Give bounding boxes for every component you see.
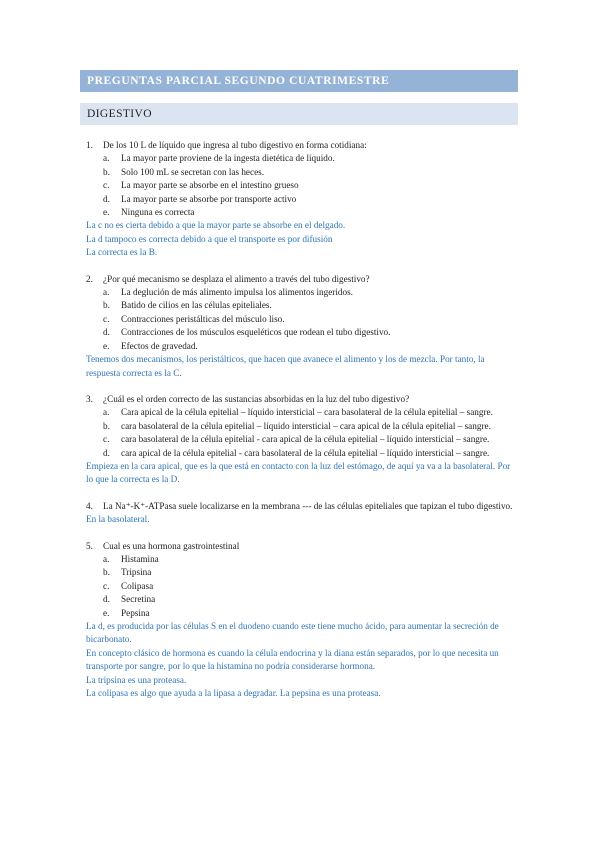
option-text: Solo 100 mL se secretan con las heces.: [121, 166, 265, 177]
option-letter: c.: [103, 180, 110, 191]
option-text: Efectos de gravedad.: [121, 340, 198, 351]
question-text: La Na⁺-K⁺-ATPasa suele localizarse en la membrana --- de las células epiteliales que tapizan el tubo digestivo.: [103, 500, 513, 511]
option-text: Batido de cilios en las células epiteliales.: [121, 300, 272, 311]
option-letter: c.: [103, 580, 110, 591]
option-item: [86, 152, 514, 165]
option-letter: d.: [103, 193, 110, 204]
option-letter: c.: [103, 313, 110, 324]
option-item: [86, 433, 514, 446]
answer-note: La c no es cierta debido a que la mayor parte se absorbe en el delgado.: [86, 220, 346, 231]
answer-note: Tenemos dos mecanismos, los peristálticos, que hacen que avanece el alimento y los de mezcla. Por tanto, la respuesta correcta es la C.: [86, 354, 485, 378]
option-text: Cara apical de la célula epitelial – líquido intersticial – cara basolateral de la célula epitelial – sangre.: [121, 407, 493, 418]
question-text: De los 10 L de líquido que ingresa al tubo digestivo en forma cotidiana:: [103, 140, 367, 150]
option-item: [86, 206, 514, 219]
question-text: ¿Por qué mecanismo se desplaza el alimento a través del tubo digestivo?: [103, 273, 370, 284]
option-text: Colipasa: [121, 580, 154, 591]
option-letter: d.: [103, 327, 110, 338]
option-item: [86, 340, 514, 353]
option-text: cara basolateral de la célula epitelial – líquido intersticial – cara apical de la célula epitelial – sangre.: [121, 420, 491, 431]
answer-note: La colipasa es algo que ayuda a la lipasa a degradar. La pepsina es una proteasa.: [86, 688, 381, 699]
option-letter: b.: [103, 166, 110, 177]
option-letter: e.: [103, 607, 110, 618]
question-spacer: [86, 527, 514, 540]
question-stem: [86, 540, 514, 553]
answer-note: La correcta es la B.: [86, 247, 158, 258]
option-letter: c.: [103, 434, 110, 445]
answer-note: En concepto clásico de hormona es cuando la célula endocrina y la diana están separados, por lo que necesita un transporte por sangre, por lo que la histamina no podría considerarse hormona.: [86, 647, 499, 672]
option-text: Histamina: [121, 553, 159, 564]
option-text: La mayor parte se absorbe por transporte activo: [121, 193, 297, 204]
question-block: [86, 393, 514, 487]
option-text: cara apical de la célula epitelial - cara basolateral de la célula epitelial – líquido intersticial – sangre.: [121, 447, 490, 458]
question-number: 2.: [86, 273, 93, 284]
option-text: cara basolateral de la célula epitelial - cara apical de la célula epitelial – líquido intersticial – sangre.: [121, 434, 490, 445]
option-list: [86, 286, 514, 353]
option-item: [86, 447, 514, 460]
option-letter: a.: [103, 553, 110, 564]
question-block: [86, 273, 514, 380]
document-title-banner: PREGUNTAS PARCIAL SEGUNDO CUATRIMESTRE: [80, 70, 518, 92]
question-stem: [86, 500, 514, 513]
answer-note: La d tampoco es correcta debido a que el transporte es por difusión: [86, 233, 333, 244]
option-letter: b.: [103, 567, 110, 578]
question-text: ¿Cuál es el orden correcto de las sustancias absorbidas en la luz del tubo digestivo?: [103, 393, 410, 404]
option-letter: b.: [103, 300, 110, 311]
question-spacer: [86, 380, 514, 393]
section-heading: DIGESTIVO: [80, 103, 518, 125]
answer-note: La tripsina es una proteasa.: [86, 674, 187, 685]
option-list: [86, 406, 514, 460]
question-block: [86, 500, 514, 527]
option-item: [86, 553, 514, 566]
option-text: La deglución de más alimento impulsa los alimentos ingeridos.: [121, 287, 353, 298]
option-item: [86, 593, 514, 606]
option-text: Ninguna es correcta: [121, 207, 195, 218]
option-letter: a.: [103, 287, 110, 298]
option-letter: d.: [103, 594, 110, 605]
option-text: Pepsina: [121, 607, 150, 618]
option-list: [86, 553, 514, 620]
question-stem: [86, 393, 514, 406]
question-number: 3.: [86, 393, 93, 404]
option-text: Secretina: [121, 594, 156, 605]
option-item: [86, 166, 514, 179]
question-block: [86, 540, 514, 701]
option-letter: d.: [103, 447, 110, 458]
question-stem: [86, 273, 514, 286]
option-letter: e.: [103, 207, 110, 218]
option-item: [86, 607, 514, 620]
option-item: [86, 566, 514, 579]
question-number: 5.: [86, 540, 93, 551]
option-text: La mayor parte se absorbe en el intestino grueso: [121, 180, 299, 191]
option-item: [86, 193, 514, 206]
question-text: Cual es una hormona gastrointestinal: [103, 540, 240, 551]
option-letter: a.: [103, 153, 110, 164]
question-list: [86, 139, 514, 700]
question-spacer: [86, 487, 514, 500]
option-item: [86, 286, 514, 299]
option-list: [86, 152, 514, 219]
question-number: 4.: [86, 500, 93, 511]
option-text: La mayor parte proviene de la ingesta dietética de líquido.: [121, 153, 335, 164]
answer-note: Empieza en la cara apical, que es la que está en contacto con la luz del estómago, de aquí ya va a la basolateral. Por lo que la correcta es la D.: [86, 460, 511, 485]
option-text: Contracciones peristálticas del músculo liso.: [121, 313, 285, 324]
option-item: [86, 420, 514, 433]
question-block: [86, 139, 514, 260]
option-letter: e.: [103, 340, 110, 351]
question-number: 1.: [86, 140, 93, 150]
option-letter: b.: [103, 420, 110, 431]
option-text: Contracciones de los músculos esqueléticos que rodean el tubo digestivo.: [121, 327, 391, 338]
option-item: [86, 179, 514, 192]
option-item: [86, 299, 514, 312]
option-item: [86, 313, 514, 326]
question-stem: [86, 139, 514, 152]
option-item: [86, 580, 514, 593]
option-item: [86, 326, 514, 339]
option-text: Tripsina: [121, 567, 152, 578]
option-item: [86, 406, 514, 419]
answer-note: La d, es producida por las células S en el duodeno cuando este tiene mucho ácido, para aumentar la secreción de bicarbonato.: [86, 621, 499, 645]
question-spacer: [86, 260, 514, 273]
answer-note: En la basolateral.: [86, 514, 150, 525]
option-letter: a.: [103, 407, 110, 418]
